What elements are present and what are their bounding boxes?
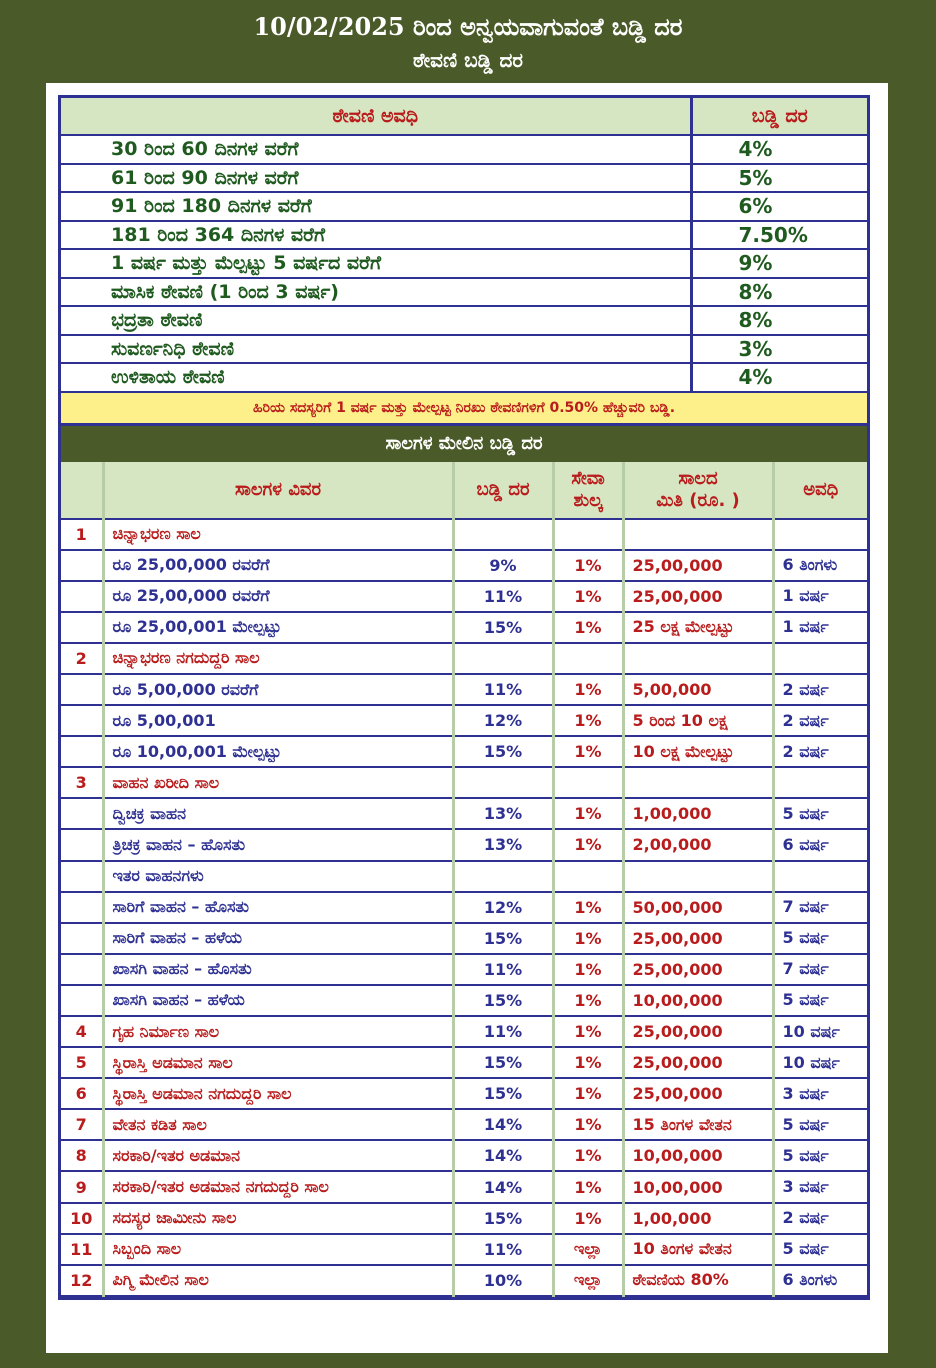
- loan-service-fee: 1%: [553, 892, 623, 923]
- loan-rates-table: [61, 462, 867, 1297]
- loan-row: [61, 612, 867, 643]
- loan-rate: 12%: [453, 705, 553, 736]
- deposit-rate-header: ಬಡ್ಡಿ ದರ: [691, 98, 867, 135]
- loan-service-fee: 1%: [553, 1078, 623, 1109]
- deposit-row: [61, 335, 867, 364]
- loan-period: 7 ವರ್ಷ: [773, 892, 867, 923]
- deposit-row: [61, 135, 867, 164]
- loan-period: [773, 643, 867, 674]
- loan-service-fee: 1%: [553, 1171, 623, 1202]
- loan-limit: 10,00,000: [623, 985, 773, 1016]
- loan-period: 10 ವರ್ಷ: [773, 1016, 867, 1047]
- deposit-row: [61, 192, 867, 221]
- loan-row: [61, 1109, 867, 1140]
- loan-number: [61, 736, 103, 767]
- loan-row: [61, 1203, 867, 1234]
- loan-row: [61, 643, 867, 674]
- loan-service-fee: 1%: [553, 705, 623, 736]
- loan-number: [61, 829, 103, 860]
- loan-service-fee: 1%: [553, 829, 623, 860]
- loan-period: 10 ವರ್ಷ: [773, 1047, 867, 1078]
- loan-period: 5 ವರ್ಷ: [773, 1109, 867, 1140]
- loan-service-fee: 1%: [553, 1047, 623, 1078]
- loan-rate: 15%: [453, 985, 553, 1016]
- loan-service-fee: ಇಲ್ಲಾ: [553, 1234, 623, 1265]
- loan-rate: 11%: [453, 581, 553, 612]
- deposit-period-header: ಠೇವಣಿ ಅವಧಿ: [61, 98, 691, 135]
- loan-period: 6 ವರ್ಷ: [773, 829, 867, 860]
- loan-period: 5 ವರ್ಷ: [773, 985, 867, 1016]
- loan-number: 1: [61, 519, 103, 550]
- loan-number: 6: [61, 1078, 103, 1109]
- loan-limit: [623, 643, 773, 674]
- loan-number: 4: [61, 1016, 103, 1047]
- loan-number: 8: [61, 1140, 103, 1171]
- loan-row: [61, 1078, 867, 1109]
- loan-limit: 25,00,000: [623, 1047, 773, 1078]
- loan-limit: 10 ಲಕ್ಷ ಮೇಲ್ಪಟ್ಟು: [623, 736, 773, 767]
- loan-number: [61, 798, 103, 829]
- loan-description: ರೂ 25,00,000 ರವರೆಗೆ: [103, 550, 453, 581]
- loan-row: [61, 1140, 867, 1171]
- loan-description: ಸ್ಥಿರಾಸ್ತಿ ಅಡಮಾನ ನಗದುದ್ದರಿ ಸಾಲ: [103, 1078, 453, 1109]
- loan-description: ರೂ 25,00,000 ರವರೆಗೆ: [103, 581, 453, 612]
- loan-rate: 15%: [453, 1203, 553, 1234]
- deposit-period: 61 ರಿಂದ 90 ದಿನಗಳ ವರೆಗೆ: [61, 164, 691, 193]
- loan-description: ರೂ 25,00,001 ಮೇಲ್ಪಟ್ಟು: [103, 612, 453, 643]
- loan-period: 1 ವರ್ಷ: [773, 581, 867, 612]
- loan-description: ರೂ 5,00,000 ರವರೆಗೆ: [103, 674, 453, 705]
- loan-rate: [453, 519, 553, 550]
- loan-description: ಗೃಹ ನಿರ್ಮಾಣ ಸಾಲ: [103, 1016, 453, 1047]
- deposit-rate: 4%: [691, 363, 867, 392]
- loan-row: [61, 767, 867, 798]
- loan-limit: 1,00,000: [623, 798, 773, 829]
- loan-period: 5 ವರ್ಷ: [773, 1140, 867, 1171]
- loan-row: [61, 674, 867, 705]
- loan-rate-header: ಬಡ್ಡಿ ದರ: [453, 462, 553, 519]
- loan-header-row: [61, 462, 867, 519]
- loan-limit: 5 ರಿಂದ 10 ಲಕ್ಷ: [623, 705, 773, 736]
- loan-service-fee: 1%: [553, 985, 623, 1016]
- deposit-rate: 5%: [691, 164, 867, 193]
- loan-row: [61, 1047, 867, 1078]
- loan-service-fee: 1%: [553, 1109, 623, 1140]
- loan-description: ಸಾರಿಗೆ ವಾಹನ – ಹೊಸತು: [103, 892, 453, 923]
- loan-number: [61, 923, 103, 954]
- deposit-period: ಸುವರ್ಣನಿಧಿ ಠೇವಣಿ: [61, 335, 691, 364]
- loan-limit: 25,00,000: [623, 1016, 773, 1047]
- loan-limit-header: [623, 462, 773, 519]
- loan-service-fee: 1%: [553, 923, 623, 954]
- loan-period: [773, 519, 867, 550]
- loan-description: ಖಾಸಗಿ ವಾಹನ – ಹಳೆಯ: [103, 985, 453, 1016]
- page-subtitle: ಠೇವಣಿ ಬಡ್ಡಿ ದರ: [413, 48, 523, 72]
- loan-description: ಇತರ ವಾಹನಗಳು: [103, 861, 453, 892]
- loan-period: 5 ವರ್ಷ: [773, 1234, 867, 1265]
- loan-service-fee: 1%: [553, 736, 623, 767]
- loan-service-fee: [553, 767, 623, 798]
- loan-row: [61, 892, 867, 923]
- deposit-rate: 3%: [691, 335, 867, 364]
- loan-limit: 25,00,000: [623, 954, 773, 985]
- loan-limit: 25,00,000: [623, 1078, 773, 1109]
- loan-number: 5: [61, 1047, 103, 1078]
- loan-number: 10: [61, 1203, 103, 1234]
- loan-period: 2 ವರ್ಷ: [773, 705, 867, 736]
- loan-row: [61, 923, 867, 954]
- deposit-period: ಮಾಸಿಕ ಠೇವಣಿ (1 ರಿಂದ 3 ವರ್ಷ): [61, 278, 691, 307]
- loan-rates-title: ಸಾಲಗಳ ಮೇಲಿನ ಬಡ್ಡಿ ದರ: [61, 426, 867, 462]
- loan-period: 7 ವರ್ಷ: [773, 954, 867, 985]
- loan-period: 3 ವರ್ಷ: [773, 1171, 867, 1202]
- deposit-rate: 7.50%: [691, 221, 867, 250]
- deposit-rate: 8%: [691, 306, 867, 335]
- loan-period: 5 ವರ್ಷ: [773, 923, 867, 954]
- loan-limit: 2,00,000: [623, 829, 773, 860]
- deposit-period: 1 ವರ್ಷ ಮತ್ತು ಮೆಲ್ಪಟ್ಟು 5 ವರ್ಷದ ವರೆಗೆ: [61, 249, 691, 278]
- loan-rate: 9%: [453, 550, 553, 581]
- loan-row: [61, 736, 867, 767]
- loan-description: ಸಿಬ್ಬಂದಿ ಸಾಲ: [103, 1234, 453, 1265]
- loan-period: 3 ವರ್ಷ: [773, 1078, 867, 1109]
- loan-limit: [623, 519, 773, 550]
- deposit-row: [61, 306, 867, 335]
- loan-rate: [453, 643, 553, 674]
- loan-description: ಚಿನ್ನಾಭರಣ ನಗದುದ್ದರಿ ಸಾಲ: [103, 643, 453, 674]
- loan-limit: 25,00,000: [623, 581, 773, 612]
- deposit-rates-table: [61, 98, 867, 393]
- loan-rate: 11%: [453, 954, 553, 985]
- loan-limit: 10,00,000: [623, 1171, 773, 1202]
- loan-description: ರೂ 5,00,001: [103, 705, 453, 736]
- loan-service-fee: 1%: [553, 550, 623, 581]
- loan-period: [773, 861, 867, 892]
- deposit-row: [61, 278, 867, 307]
- loan-description: ವಾಹನ ಖರೀದಿ ಸಾಲ: [103, 767, 453, 798]
- loan-period: 5 ವರ್ಷ: [773, 798, 867, 829]
- deposit-rate: 4%: [691, 135, 867, 164]
- loan-row: [61, 861, 867, 892]
- loan-limit: [623, 767, 773, 798]
- loan-period: 2 ವರ್ಷ: [773, 1203, 867, 1234]
- loan-row: [61, 1234, 867, 1265]
- loan-rate: 15%: [453, 612, 553, 643]
- loan-description: ವೇತನ ಕಡಿತ ಸಾಲ: [103, 1109, 453, 1140]
- loan-row: [61, 1016, 867, 1047]
- loan-description: ಖಾಸಗಿ ವಾಹನ – ಹೊಸತು: [103, 954, 453, 985]
- loan-row: [61, 581, 867, 612]
- loan-number: [61, 892, 103, 923]
- loan-period: 6 ತಿಂಗಳು: [773, 550, 867, 581]
- loan-number: [61, 674, 103, 705]
- loan-limit: 50,00,000: [623, 892, 773, 923]
- loan-service-fee: [553, 643, 623, 674]
- loan-service-fee: ಇಲ್ಲಾ: [553, 1265, 623, 1296]
- loan-limit: 5,00,000: [623, 674, 773, 705]
- loan-number: [61, 581, 103, 612]
- loan-period-header: ಅವಧಿ: [773, 462, 867, 519]
- loan-period: 6 ತಿಂಗಳು: [773, 1265, 867, 1296]
- fee-header-line2: ಶುಲ್ಕ: [573, 489, 603, 511]
- loan-description: ಸಾರಿಗೆ ವಾಹನ – ಹಳೆಯ: [103, 923, 453, 954]
- loan-row: [61, 798, 867, 829]
- fee-header-line1: ಸೇವಾ: [571, 467, 605, 489]
- loan-period: [773, 767, 867, 798]
- deposit-rate: 6%: [691, 192, 867, 221]
- loan-row: [61, 1265, 867, 1296]
- loan-rate: 15%: [453, 736, 553, 767]
- deposit-rate: 9%: [691, 249, 867, 278]
- loan-description: ದ್ವಿಚಕ್ರ ವಾಹನ: [103, 798, 453, 829]
- senior-citizen-note: ಹಿರಿಯ ಸದಸ್ಯರಿಗೆ 1 ವರ್ಷ ಮತ್ತು ಮೇಲ್ಪಟ್ಟ ನಿರಖು ಠೇವಣಿಗಳಿಗೆ 0.50% ಹೆಚ್ಚುವರಿ ಬಡ್ಡಿ.: [61, 393, 867, 426]
- loan-limit: 10 ತಿಂಗಳ ವೇತನ: [623, 1234, 773, 1265]
- loan-number: 7: [61, 1109, 103, 1140]
- loan-rate: 14%: [453, 1109, 553, 1140]
- loan-rate: 11%: [453, 1016, 553, 1047]
- rates-card: [46, 83, 888, 1353]
- loan-rate: 13%: [453, 829, 553, 860]
- loan-limit: 25,00,000: [623, 550, 773, 581]
- deposit-row: [61, 363, 867, 392]
- loan-service-fee: 1%: [553, 581, 623, 612]
- loan-rate: [453, 767, 553, 798]
- deposit-period: 181 ರಿಂದ 364 ದಿನಗಳ ವರೆಗೆ: [61, 221, 691, 250]
- loan-row: [61, 519, 867, 550]
- loan-number: [61, 954, 103, 985]
- limit-header-line2: ಮಿತಿ (ರೂ. ): [656, 489, 740, 511]
- loan-limit: 10,00,000: [623, 1140, 773, 1171]
- loan-description: ಸ್ಥಿರಾಸ್ತಿ ಅಡಮಾನ ಸಾಲ: [103, 1047, 453, 1078]
- rates-frame: [58, 95, 870, 1300]
- loan-period: 2 ವರ್ಷ: [773, 674, 867, 705]
- loan-row: [61, 985, 867, 1016]
- loan-rate: 11%: [453, 674, 553, 705]
- loan-rate: 11%: [453, 1234, 553, 1265]
- loan-limit: [623, 861, 773, 892]
- loan-row: [61, 829, 867, 860]
- loan-description: ಸದಸ್ಯರ ಜಾಮೀನು ಸಾಲ: [103, 1203, 453, 1234]
- loan-service-fee: 1%: [553, 1016, 623, 1047]
- loan-description: ಪಿಗ್ಮಿ ಮೇಲಿನ ಸಾಲ: [103, 1265, 453, 1296]
- loan-number: [61, 550, 103, 581]
- deposit-rate: 8%: [691, 278, 867, 307]
- loan-rate: 13%: [453, 798, 553, 829]
- loan-no-header: [61, 462, 103, 519]
- loan-row: [61, 954, 867, 985]
- deposit-row: [61, 221, 867, 250]
- loan-rate: 10%: [453, 1265, 553, 1296]
- loan-row: [61, 1171, 867, 1202]
- loan-number: [61, 612, 103, 643]
- loan-service-fee: 1%: [553, 1203, 623, 1234]
- loan-limit: 25,00,000: [623, 923, 773, 954]
- loan-description: ತ್ರಿಚಕ್ರ ವಾಹನ – ಹೊಸತು: [103, 829, 453, 860]
- loan-rate: [453, 861, 553, 892]
- loan-rate: 14%: [453, 1140, 553, 1171]
- loan-limit: 25 ಲಕ್ಷ ಮೇಲ್ಪಟ್ಟು: [623, 612, 773, 643]
- deposit-row: [61, 249, 867, 278]
- loan-row: [61, 705, 867, 736]
- loan-fee-header: [553, 462, 623, 519]
- loan-service-fee: [553, 861, 623, 892]
- page-title: 10/02/2025 ರಿಂದ ಅನ್ವಯವಾಗುವಂತೆ ಬಡ್ಡಿ ದರ: [253, 12, 683, 41]
- loan-period: 2 ವರ್ಷ: [773, 736, 867, 767]
- loan-limit: ಠೇವಣಿಯ 80%: [623, 1265, 773, 1296]
- loan-limit: 15 ತಿಂಗಳ ವೇತನ: [623, 1109, 773, 1140]
- loan-service-fee: 1%: [553, 954, 623, 985]
- loan-service-fee: 1%: [553, 1140, 623, 1171]
- loan-row: [61, 550, 867, 581]
- loan-rate: 14%: [453, 1171, 553, 1202]
- loan-rate: 15%: [453, 1078, 553, 1109]
- loan-description: ಚಿನ್ನಾಭರಣ ಸಾಲ: [103, 519, 453, 550]
- loan-rate: 15%: [453, 923, 553, 954]
- loan-number: 9: [61, 1171, 103, 1202]
- loan-service-fee: 1%: [553, 798, 623, 829]
- loan-number: 3: [61, 767, 103, 798]
- loan-service-fee: [553, 519, 623, 550]
- loan-service-fee: 1%: [553, 674, 623, 705]
- deposit-header-row: [61, 98, 867, 135]
- deposit-period: ಉಳಿತಾಯ ಠೇವಣಿ: [61, 363, 691, 392]
- loan-service-fee: 1%: [553, 612, 623, 643]
- loan-rate: 12%: [453, 892, 553, 923]
- loan-number: 12: [61, 1265, 103, 1296]
- limit-header-line1: ಸಾಲದ: [678, 467, 718, 489]
- deposit-period: 30 ರಿಂದ 60 ದಿನಗಳ ವರೆಗೆ: [61, 135, 691, 164]
- loan-description: ಸರಕಾರಿ/ಇತರ ಅಡಮಾನ ನಗದುದ್ದರಿ ಸಾಲ: [103, 1171, 453, 1202]
- deposit-period: 91 ರಿಂದ 180 ದಿನಗಳ ವರೆಗೆ: [61, 192, 691, 221]
- deposit-row: [61, 164, 867, 193]
- loan-period: 1 ವರ್ಷ: [773, 612, 867, 643]
- loan-number: [61, 705, 103, 736]
- loan-description: ರೂ 10,00,001 ಮೇಲ್ಪಟ್ಟು: [103, 736, 453, 767]
- loan-number: 2: [61, 643, 103, 674]
- loan-limit: 1,00,000: [623, 1203, 773, 1234]
- loan-number: [61, 861, 103, 892]
- loan-details-header: ಸಾಲಗಳ ವಿವರ: [103, 462, 453, 519]
- loan-number: 11: [61, 1234, 103, 1265]
- deposit-period: ಭದ್ರತಾ ಠೇವಣಿ: [61, 306, 691, 335]
- loan-number: [61, 985, 103, 1016]
- loan-rate: 15%: [453, 1047, 553, 1078]
- loan-description: ಸರಕಾರಿ/ಇತರ ಅಡಮಾನ: [103, 1140, 453, 1171]
